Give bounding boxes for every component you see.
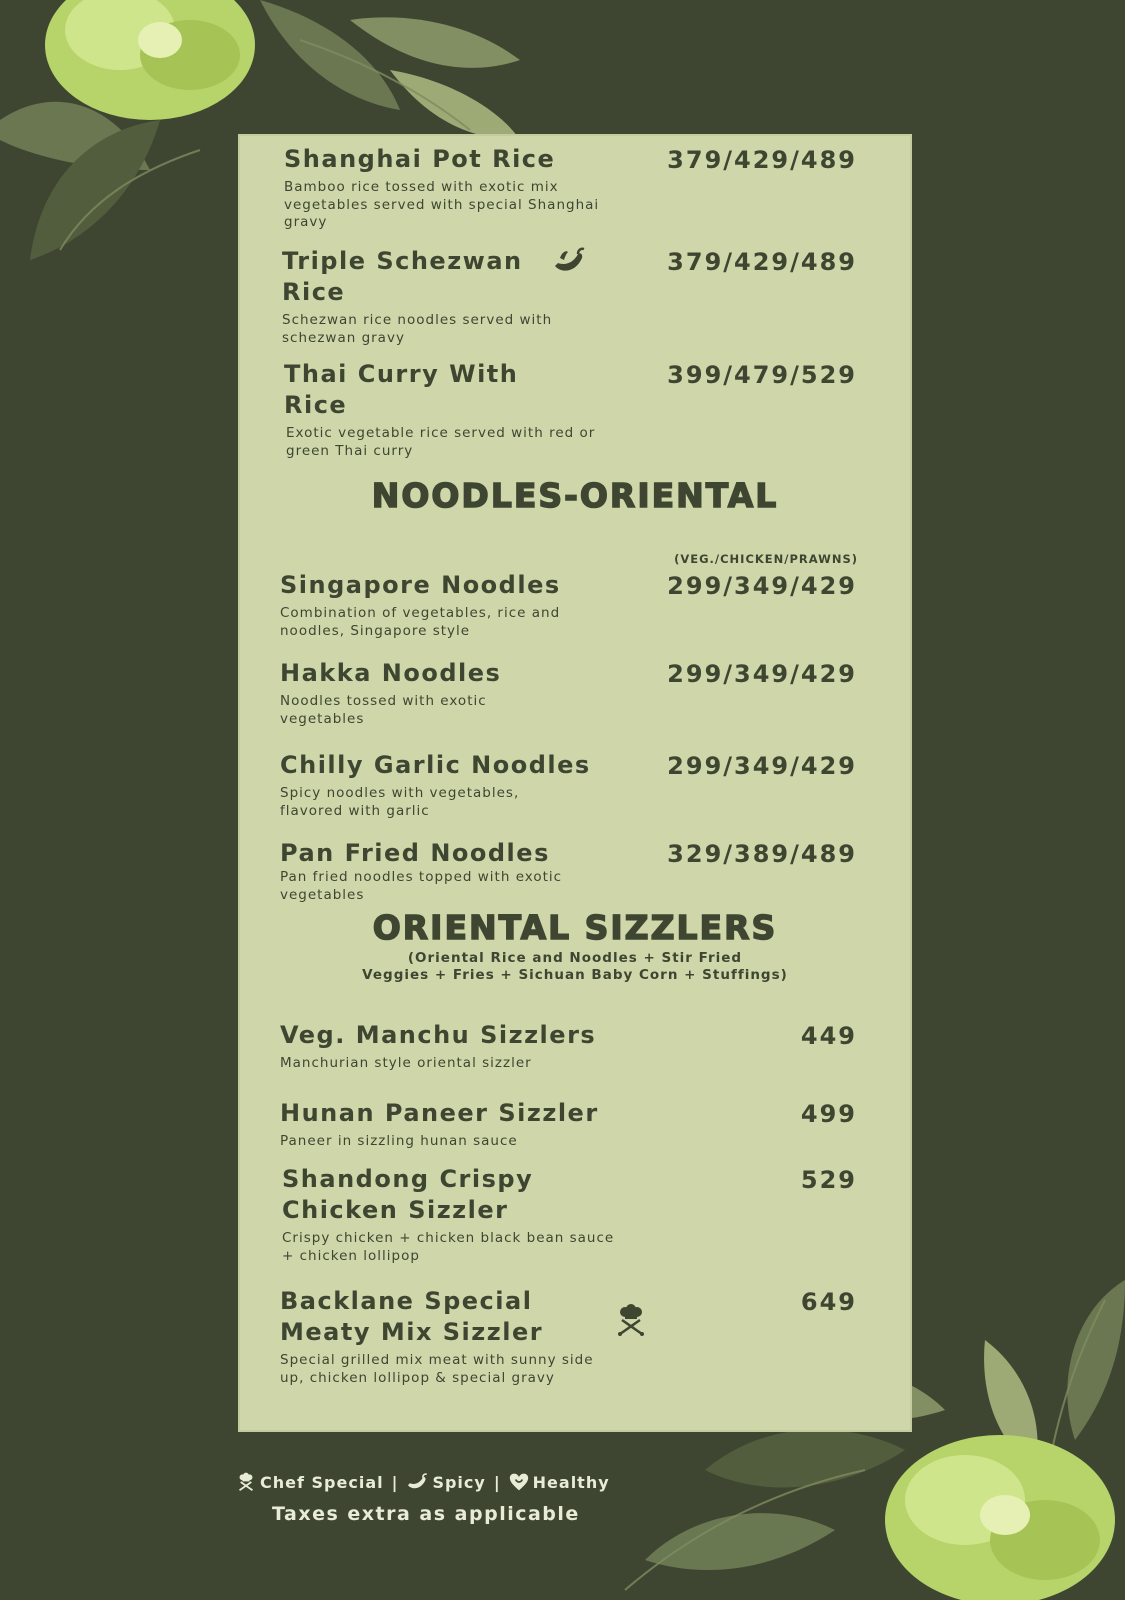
item-description: Bamboo rice tossed with exotic mix vegetables served with special Shanghai gravy	[284, 179, 600, 230]
menu-item-hakka-noodles	[280, 658, 610, 728]
price-column-header: (VEG./CHICKEN/PRAWNS)	[674, 552, 858, 566]
item-name: Shandong Crispy Chicken Sizzler	[282, 1165, 534, 1224]
menu-item-chilly-garlic-noodles	[280, 750, 620, 820]
menu-item-thai-curry-with-rice	[284, 359, 626, 460]
item-price: 299/349/429	[667, 660, 857, 688]
item-price: 499	[800, 1100, 857, 1128]
menu-item-shandong-crispy-chicken-sizzler	[282, 1164, 622, 1265]
item-price: 649	[800, 1288, 857, 1316]
legend-spicy-label: Spicy	[432, 1472, 486, 1492]
item-description: Noodles tossed with exotic vegetables	[280, 693, 487, 727]
item-description: Schezwan rice noodles served with schezwan gravy	[282, 312, 553, 346]
item-description: Combination of vegetables, rice and noodles, Singapore style	[280, 605, 561, 639]
legend-separator: |	[493, 1472, 501, 1492]
item-name: Chilly Garlic Noodles	[280, 751, 591, 779]
item-name: Veg. Manchu Sizzlers	[280, 1021, 597, 1049]
item-price: 379/429/489	[667, 146, 857, 174]
item-description: Paneer in sizzling hunan sauce	[280, 1133, 518, 1149]
sizzlers-note-line-2: Veggies + Fries + Sichuan Baby Corn + Stuffings)	[362, 967, 788, 983]
item-name: Thai Curry With Rice	[284, 360, 519, 419]
item-price: 399/479/529	[667, 361, 857, 389]
item-description: Pan fried noodles topped with exotic vegetables	[280, 869, 563, 903]
item-name: Singapore Noodles	[280, 571, 561, 599]
taxes-note: Taxes extra as applicable	[272, 1503, 580, 1525]
legend-separator: |	[391, 1472, 399, 1492]
item-price: 329/389/489	[667, 840, 857, 868]
item-description: Special grilled mix meat with sunny side up, chicken lollipop & special gravy	[280, 1352, 594, 1386]
item-description: Spicy noodles with vegetables, flavored with garlic	[280, 785, 520, 819]
chili-icon	[406, 1472, 428, 1492]
item-price: 449	[800, 1022, 857, 1050]
item-price: 299/349/429	[667, 752, 857, 780]
menu-item-veg-manchu-sizzlers	[280, 1020, 640, 1073]
item-name: Hakka Noodles	[280, 659, 502, 687]
menu-item-hunan-paneer-sizzler	[280, 1098, 640, 1151]
item-name: Hunan Paneer Sizzler	[280, 1099, 599, 1127]
item-price: 299/349/429	[667, 572, 857, 600]
item-price: 529	[800, 1166, 857, 1194]
item-name: Pan Fried Noodles	[280, 839, 550, 867]
item-name: Triple Schezwan Rice	[282, 247, 523, 306]
menu-item-pan-fried-noodles	[280, 838, 620, 904]
menu-item-shanghai-pot-rice	[284, 144, 614, 232]
item-name: Backlane Special Meaty Mix Sizzler	[280, 1287, 544, 1346]
item-price: 379/429/489	[667, 248, 857, 276]
chili-icon	[552, 246, 586, 276]
sizzlers-note-line-1: (Oriental Rice and Noodles + Stir Fried	[407, 950, 743, 966]
legend-healthy-label: Healthy	[532, 1472, 610, 1492]
item-name: Shanghai Pot Rice	[284, 145, 556, 173]
heart-icon	[509, 1472, 529, 1492]
item-description: Crispy chicken + chicken black bean sauce + chicken lollipop	[282, 1230, 615, 1264]
section-heading-sizzlers: ORIENTAL SIZZLERS	[372, 908, 778, 947]
menu-item-backlane-special-meaty-mix-sizzler	[280, 1286, 620, 1387]
menu-card	[238, 134, 912, 1432]
menu-item-singapore-noodles	[280, 570, 610, 640]
chef-hat-icon	[614, 1304, 648, 1336]
section-heading-noodles: NOODLES-ORIENTAL	[371, 476, 779, 515]
icon-legend	[236, 1472, 610, 1492]
item-description: Exotic vegetable rice served with red or green Thai curry	[286, 425, 596, 459]
chef-hat-icon	[236, 1472, 256, 1492]
item-description: Manchurian style oriental sizzler	[280, 1055, 532, 1071]
legend-chef-special-label: Chef Special	[260, 1472, 384, 1492]
